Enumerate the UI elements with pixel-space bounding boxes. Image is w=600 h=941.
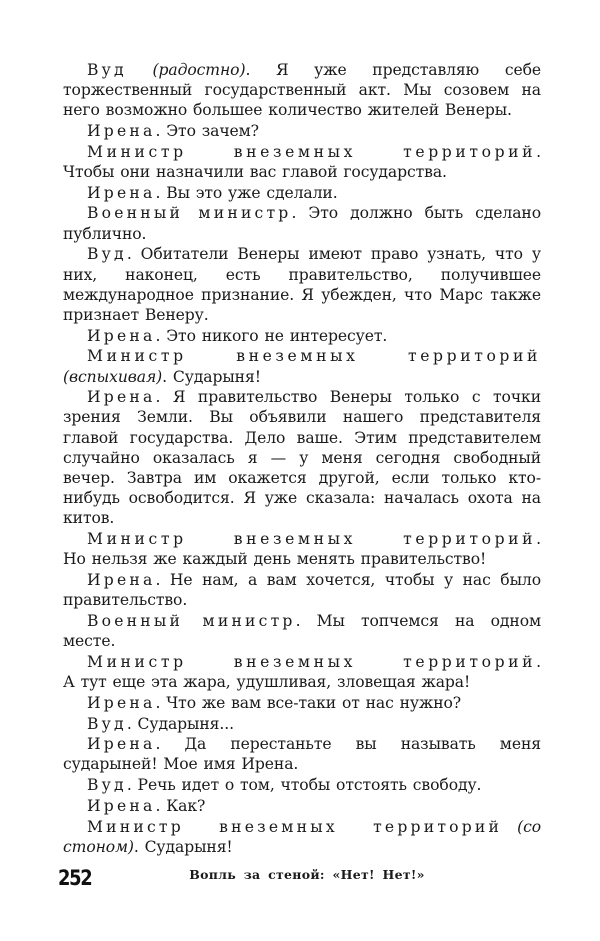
dialogue-text: . Я правительство Венеры только с точки зрения Земли. Вы объявили нашего представителя главой государства. Дело ваше. Этим представителем случайно оказалась я — у меня сегодня свободный вечер. Завтра им окажется другой, если только кто-нибудь освободится. Я уже сказала: началась охота на китов. (63, 388, 541, 528)
dialogue-text: . Что же вам все-таки от нас нужно? (155, 693, 462, 712)
dialogue-text: . Но нельзя же каждый день менять правительство! (63, 530, 541, 569)
dialogue-text: . Сударыня... (126, 714, 234, 733)
speaker-name: Ирена (87, 693, 156, 712)
dialogue-text: . Как? (155, 796, 206, 815)
speaker-name: Министр внеземных территорий (87, 530, 537, 549)
dialogue-text: . Обитатели Венеры имеют право узнать, что у них, наконец, есть правительство, получившее международное признание. Я убежден, что Марс также признает Венеру. (63, 245, 541, 324)
dialogue-paragraph (63, 734, 541, 774)
speaker-name: Военный министр (87, 204, 292, 223)
dialogue-text: . Это должно быть сделано публично. (63, 204, 542, 243)
dialogue-paragraph (63, 652, 541, 692)
speaker-name: Ирена (87, 183, 156, 202)
speaker-name: Вуд (87, 245, 127, 264)
speaker-name: Министр внеземных территорий (87, 817, 503, 836)
dialogue-text: . Да перестаньте вы называть меня сударыней! Мое имя Ирена. (63, 735, 541, 774)
dialogue-paragraph (63, 693, 541, 713)
dialogue-text: . Не нам, а вам хочется, чтобы у нас было правительство. (63, 571, 541, 610)
dialogue-paragraph (63, 203, 541, 243)
dialogue-paragraph (63, 611, 541, 651)
dialogue-paragraph (63, 121, 541, 141)
dialogue-text: . Вы это уже сделали. (155, 183, 338, 202)
stage-direction: Вопль за стеной: «Нет! Нет!» (189, 866, 425, 882)
dialogue-text: . Мы топчемся на одном месте. (63, 611, 542, 651)
dialogue-text: . Сударыня! (162, 367, 261, 386)
dialogue-paragraph (63, 529, 541, 569)
page-text-column (63, 60, 541, 894)
speaker-name: Ирена (87, 735, 156, 754)
dialogue-text: . Речь идет о том, чтобы отстоять свободу. (126, 776, 482, 795)
dialogue-paragraph (63, 570, 541, 610)
speaker-name: Военный министр (87, 611, 296, 630)
dialogue-text: . Я уже представляю себе торжественный государственный акт. Мы созовем на него возможно большее количество жителей Венеры. (63, 61, 542, 120)
dialogue-paragraph (63, 142, 541, 182)
dialogue-paragraph (63, 60, 541, 121)
speaker-name: Ирена (87, 796, 156, 815)
speaker-name: Ирена (87, 571, 156, 590)
dialogue-text: . Чтобы они назначили вас главой государства. (63, 142, 541, 182)
speaker-name: Вуд (87, 776, 127, 795)
dialogue-paragraph (63, 387, 541, 528)
dialogue-paragraph (63, 714, 541, 734)
speaker-name: Ирена (87, 388, 156, 407)
speaker-name: Вуд (87, 61, 127, 79)
speaker-name: Министр внеземных территорий (87, 142, 537, 161)
speaker-name: Вуд (87, 714, 127, 733)
dialogue-paragraph (63, 326, 541, 346)
dialogue-text: . Это зачем? (155, 122, 259, 141)
dialogue-text: . А тут еще эта жара, удушливая, зловещая жара! (63, 652, 541, 692)
stage-direction-inline: (радостно) (152, 61, 246, 79)
speaker-name: Ирена (87, 122, 156, 141)
dialogue-text: . Сударыня! (133, 837, 233, 856)
dialogue-paragraph (63, 244, 541, 325)
stage-direction-inline: (со стоном) (63, 817, 541, 856)
speaker-name: Министр внеземных территорий (87, 652, 537, 671)
page-number: 252 (58, 866, 92, 890)
dialogue-paragraph (63, 183, 541, 203)
speaker-name: Министр внеземных территорий (87, 347, 541, 366)
dialogue-paragraph (63, 817, 541, 857)
speaker-name: Ирена (87, 326, 156, 345)
dialogue-paragraph (63, 775, 541, 795)
dialogue-text: . Это никого не интересует. (155, 326, 388, 345)
stage-direction-inline: (вспыхивая) (63, 367, 163, 386)
dialogue-paragraph (63, 796, 541, 816)
dialogue-paragraph (63, 346, 541, 386)
